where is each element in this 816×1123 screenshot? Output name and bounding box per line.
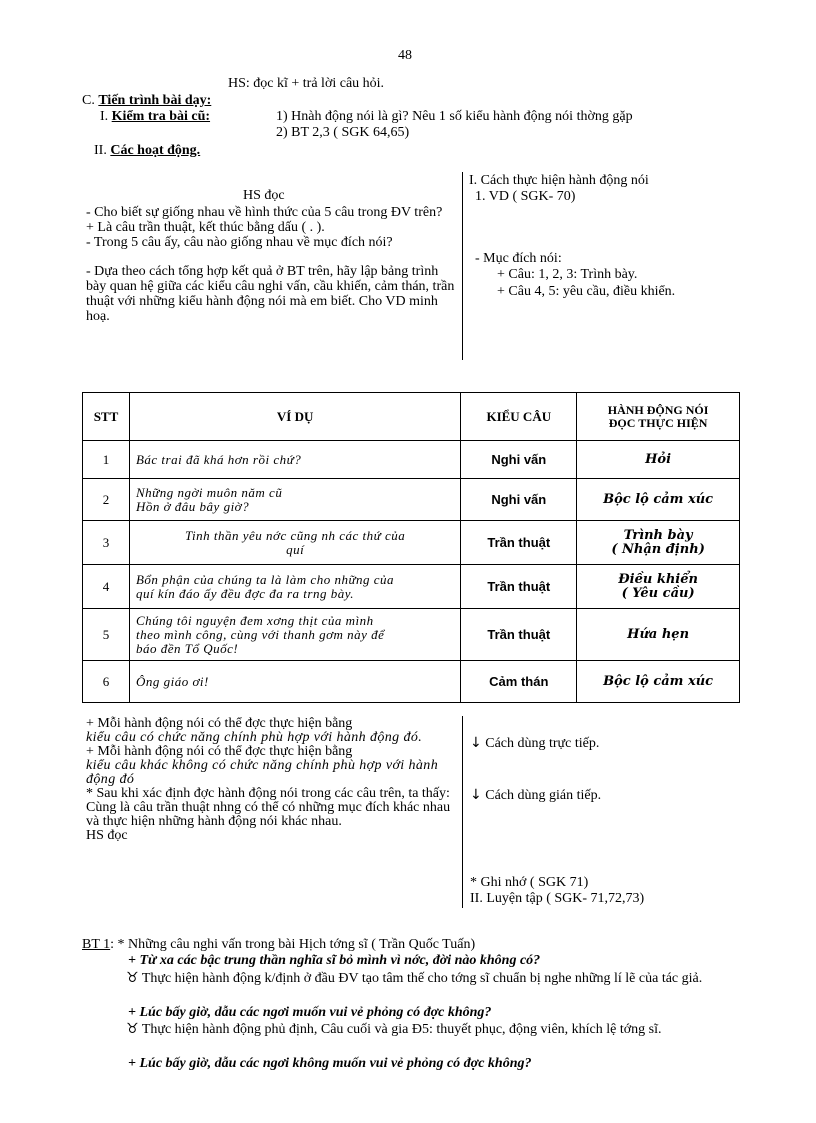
section-c-title: Tiến trình bài dạy: bbox=[98, 93, 212, 108]
row-example bbox=[129, 479, 460, 521]
exercise-1-comment-1 bbox=[82, 971, 742, 986]
row-stt: 5 bbox=[83, 609, 130, 661]
speech-act-table bbox=[82, 392, 740, 703]
row-example bbox=[129, 565, 460, 609]
row-stt: 3 bbox=[83, 521, 130, 565]
indirect-usage-label bbox=[470, 787, 601, 804]
header-sentence-type: KIỂU CÂU bbox=[461, 393, 577, 441]
speech-act-line: Hỏi bbox=[645, 451, 672, 467]
row-example bbox=[129, 661, 460, 703]
example-line: Những ngời muôn năm cũ bbox=[135, 484, 283, 500]
header-example: VÍ DỤ bbox=[129, 393, 460, 441]
column-divider-upper bbox=[462, 172, 463, 360]
old-lesson-question-1: 1) Hnàh động nói là gì? Nêu 1 số kiểu hành động nói thờng gặp bbox=[276, 109, 633, 124]
row-speech-act bbox=[577, 609, 740, 661]
row-example bbox=[129, 441, 460, 479]
indirect-usage-italic: kiểu câu khác không có chức năng chính phù hợp với hành động đó bbox=[86, 758, 439, 787]
column-divider-lower bbox=[462, 716, 463, 908]
arrow-down-icon: ↓ bbox=[470, 787, 482, 803]
exercise-1-question-3: + Lúc bấy giờ, dẫu các ngơi không muốn vui vẻ phỏng có đợc không? bbox=[128, 1056, 532, 1071]
table-row bbox=[83, 521, 740, 565]
left-column-text bbox=[86, 205, 456, 324]
arrow-down-icon: ↓ bbox=[470, 735, 482, 751]
indirect-usage-label-text: Cách dùng gián tiếp. bbox=[485, 788, 602, 803]
right-heading-2: 1. VD ( SGK- 70) bbox=[475, 189, 576, 204]
purpose-heading: - Mục đích nói: bbox=[475, 251, 562, 266]
speech-act-line: ( Nhận định) bbox=[611, 541, 705, 557]
row-sentence-type: Trần thuật bbox=[461, 609, 577, 661]
section-ii-title: Các hoạt động. bbox=[110, 143, 201, 158]
header-speech-act-line-2: ĐỌC THỰC HIỆN bbox=[608, 415, 708, 430]
speech-act-line: ( Yêu cầu) bbox=[621, 585, 695, 601]
purpose-item-2: + Câu 4, 5: yêu cầu, điều khiển. bbox=[497, 284, 676, 299]
example-line: Bác trai đã khá hơn rồi chứ? bbox=[135, 451, 302, 467]
exercise-1-intro-text: : * Những câu nghi vấn trong bài Hịch tớng sĩ ( Trần Quốc Tuấn) bbox=[110, 937, 476, 952]
taurus-bullet-icon: ♉ bbox=[126, 970, 139, 986]
old-lesson-question-2: 2) BT 2,3 ( SGK 64,65) bbox=[276, 125, 410, 140]
row-sentence-type: Nghi vấn bbox=[461, 441, 577, 479]
row-stt: 6 bbox=[83, 661, 130, 703]
exercise-1-intro bbox=[82, 937, 475, 953]
section-i-heading bbox=[100, 109, 210, 125]
row-stt: 2 bbox=[83, 479, 130, 521]
row-example bbox=[129, 609, 460, 661]
table-row bbox=[83, 609, 740, 661]
example-line: báo đền Tổ Quốc! bbox=[135, 640, 239, 656]
section-ii-heading bbox=[94, 143, 200, 159]
direct-usage-label-text: Cách dùng trực tiếp. bbox=[485, 736, 600, 751]
row-sentence-type: Trần thuật bbox=[461, 565, 577, 609]
speech-act-line: Điều khiển bbox=[618, 571, 698, 587]
row-sentence-type: Cảm thán bbox=[461, 661, 577, 703]
speech-act-line: Trình bày bbox=[623, 527, 693, 543]
lower-left-text bbox=[86, 717, 456, 843]
section-ii-prefix: II. bbox=[94, 143, 111, 158]
exercise-1-question-1: + Từ xa các bậc trung thần nghĩa sĩ bỏ mình vì nớc, đời nào không có? bbox=[128, 953, 541, 968]
row-sentence-type: Trần thuật bbox=[461, 521, 577, 565]
row-speech-act bbox=[577, 441, 740, 479]
direct-usage-label bbox=[470, 735, 599, 752]
exercise-1-question-2: + Lúc bấy giờ, dẫu các ngơi muốn vui vẻ phỏng có đợc không? bbox=[128, 1005, 492, 1020]
section-i-title: Kiểm tra bài cũ: bbox=[111, 109, 211, 124]
row-stt: 1 bbox=[83, 441, 130, 479]
table-row bbox=[83, 479, 740, 521]
row-stt: 4 bbox=[83, 565, 130, 609]
section-c-prefix: C. bbox=[82, 93, 99, 108]
example-line: Tinh thần yêu nớc cũng nh các thứ của bbox=[185, 527, 406, 543]
hs-doc-label: HS đọc bbox=[243, 188, 285, 203]
table-row bbox=[83, 441, 740, 479]
speech-act-line: Bộc lộ cảm xúc bbox=[603, 673, 714, 689]
table-row bbox=[83, 661, 740, 703]
direct-usage-italic: kiểu câu có chức năng chính phù hợp với hành động đó. bbox=[86, 730, 423, 745]
example-line: Ông giáo ơi! bbox=[135, 673, 209, 689]
indirect-usage-text: + Mỗi hành động nói có thể đợc thực hiện bằng bbox=[86, 744, 353, 759]
row-sentence-type: Nghi vấn bbox=[461, 479, 577, 521]
row-example bbox=[129, 521, 460, 565]
answer-form: + Là câu trần thuật, kết thúc bằng dấu ( . ). bbox=[86, 220, 325, 235]
hs-read-instruction: HS: đọc kĩ + trả lời câu hỏi. bbox=[228, 76, 385, 91]
exercise-1-comment-2 bbox=[82, 1022, 742, 1037]
speech-act-line: Hứa hẹn bbox=[627, 626, 690, 642]
section-i-prefix: I. bbox=[100, 109, 112, 124]
table-row bbox=[83, 565, 740, 609]
hs-doc-lower: HS đọc bbox=[86, 828, 128, 843]
example-line: Bổn phận của chúng ta là làm cho những của bbox=[135, 571, 395, 587]
exercise-1-comment-2-text: Thực hiện hành động phủ định, Câu cuối và gia Đ5: thuyết phục, động viên, khích lệ tớng sĩ. bbox=[141, 1022, 662, 1037]
purpose-item-1: + Câu: 1, 2, 3: Trình bày. bbox=[497, 267, 638, 282]
practice-heading: II. Luyện tập ( SGK- 71,72,73) bbox=[470, 891, 645, 906]
row-speech-act bbox=[577, 661, 740, 703]
section-c-heading bbox=[82, 93, 211, 109]
page-number: 48 bbox=[398, 48, 412, 63]
header-speech-act-line-1: HÀNH ĐỘNG NÓI bbox=[607, 402, 709, 417]
right-heading-1: I. Cách thực hiện hành động nói bbox=[469, 173, 649, 188]
taurus-bullet-icon: ♉ bbox=[126, 1021, 139, 1037]
header-stt: STT bbox=[83, 393, 130, 441]
speech-act-line: Bộc lộ cảm xúc bbox=[603, 491, 714, 507]
example-line: theo mình công, cùng với thanh gơm này để bbox=[135, 626, 385, 642]
exercise-1-comment-1-text: Thực hiện hành động k/định ở đầu ĐV tạo tâm thế cho tớng sĩ chuẩn bị nghe những lí lẽ của tác giả. bbox=[141, 971, 703, 986]
row-speech-act bbox=[577, 479, 740, 521]
example-line: Hồn ở đâu bây giờ? bbox=[135, 498, 250, 514]
example-line: quí kín đáo ấy đều đợc đa ra trng bày. bbox=[135, 585, 354, 601]
table-header-row bbox=[83, 393, 740, 441]
header-speech-act bbox=[577, 393, 740, 441]
question-purpose: - Trong 5 câu ấy, câu nào giống nhau về mục đích nói? bbox=[86, 235, 393, 250]
example-line: Chúng tôi nguyện đem xơng thịt của mình bbox=[135, 612, 374, 628]
question-table-task: - Dựa theo cách tổng hợp kết quả ở BT trên, hãy lập bảng trình bày quan hệ giữa các kiểu câu nghi vấn, cầu khiến, cảm thán, trần thuật với những kiểu hành động nói mà em biết. Cho VD minh hoạ. bbox=[86, 264, 455, 324]
question-form: - Cho biết sự giống nhau về hình thức của 5 câu trong ĐV trên? bbox=[86, 205, 443, 220]
example-line: quí bbox=[286, 541, 305, 557]
direct-usage-text: + Mỗi hành động nói có thể đợc thực hiện bằng bbox=[86, 716, 353, 731]
remember-note: * Ghi nhớ ( SGK 71) bbox=[470, 875, 589, 890]
row-speech-act bbox=[577, 521, 740, 565]
exercise-1-label: BT 1 bbox=[82, 937, 111, 952]
conclusion-text: * Sau khi xác định đợc hành động nói trong các câu trên, ta thấy: Cùng là câu trần thuật nhng có thể có những mục đích khác nhau và thực hiện những hành động nói khác nhau. bbox=[86, 786, 451, 829]
row-speech-act bbox=[577, 565, 740, 609]
